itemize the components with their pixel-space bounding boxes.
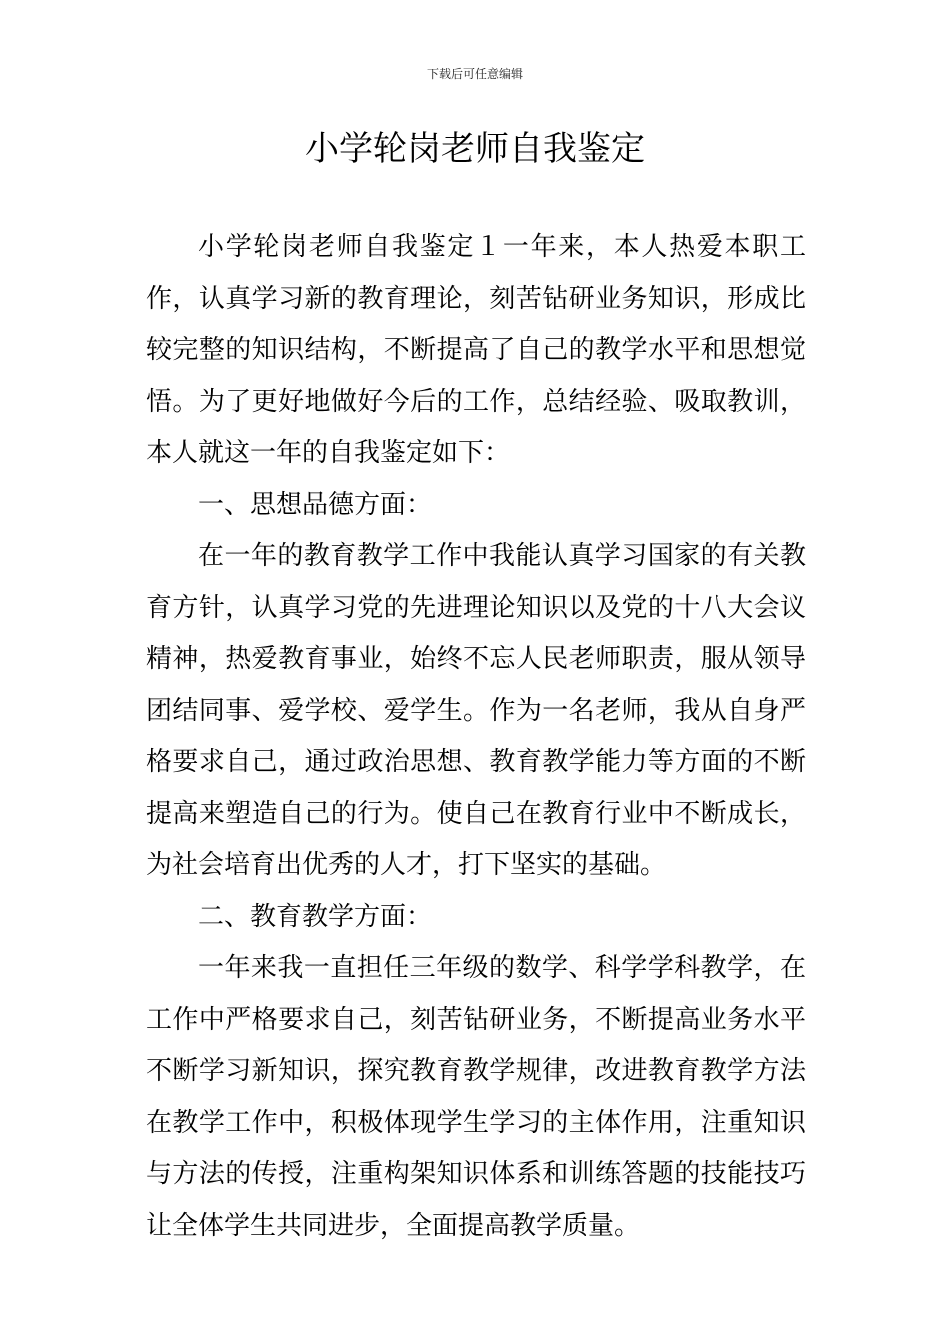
paragraph-ideology: 在一年的教育教学工作中我能认真学习国家的有关教育方针，认真学习党的先进理论知识以及党的十八大会议精神，热爱教育事业，始终不忘人民老师职责，服从领导团结同事、爱学校、爱学生。作为一名老师，我从自身严格要求自己，通过政治思想、教育教学能力等方面的不断提高来塑造自己的行为。使自己在教育行业中不断成长，为社会培育出优秀的人才，打下坚实的基础。: [146, 541, 806, 880]
document-body: [146, 222, 806, 1252]
section-heading-ideology: 一、思想品德方面：: [198, 489, 433, 520]
section-heading-teaching: 二、教育教学方面：: [198, 901, 433, 932]
paragraph-intro: 小学轮岗老师自我鉴定１一年来，本人热爱本职工作，认真学习新的教育理论，刻苦钻研业务知识，形成比较完整的知识结构，不断提高了自己的教学水平和思想觉悟。为了更好地做好今后的工作，总结经验、吸取教训，本人就这一年的自我鉴定如下：: [146, 232, 806, 468]
document-title: 小学轮岗老师自我鉴定: [305, 129, 645, 169]
header-note: 下载后可任意编辑: [426, 67, 523, 81]
paragraph-teaching: 一年来我一直担任三年级的数学、科学学科教学，在工作中严格要求自己，刻苦钻研业务，不断提高业务水平不断学习新知识，探究教育教学规律，改进教育教学方法在教学工作中，积极体现学生学习的主体作用，注重知识与方法的传授，注重构架知识体系和训练答题的技能技巧让全体学生共同进步，全面提高教学质量。: [146, 953, 806, 1241]
